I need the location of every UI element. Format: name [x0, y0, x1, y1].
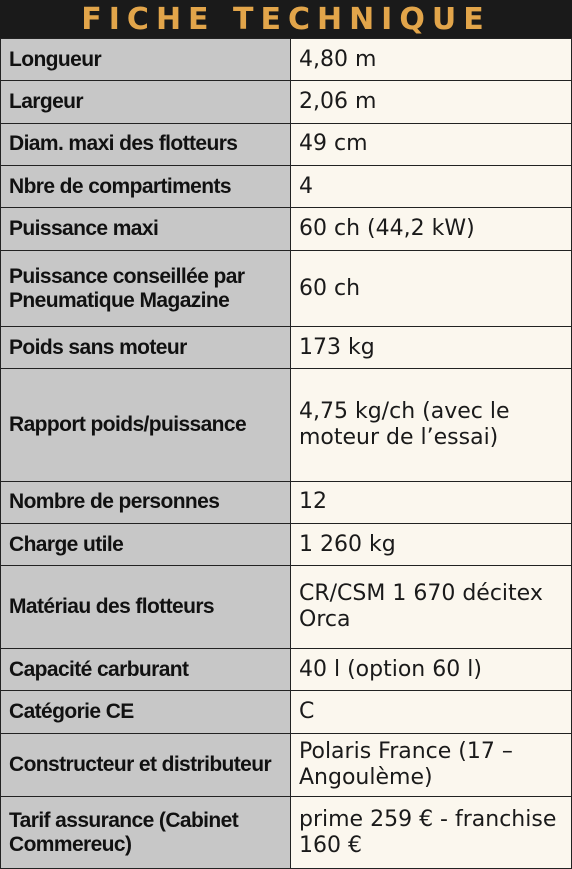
row-label: Charge utile	[1, 523, 291, 565]
table-row	[1, 39, 572, 81]
table-row	[1, 81, 572, 123]
row-value-text: 49 cm	[299, 131, 368, 157]
table-row	[1, 368, 572, 481]
page-title: FICHE TECHNIQUE	[81, 1, 491, 37]
row-value-text: 12	[299, 489, 327, 515]
row-label: Tarif assurance (Cabinet Commereuc)	[1, 797, 291, 869]
row-label: Capacité carburant	[1, 649, 291, 691]
table-row	[1, 649, 572, 691]
row-label: Rapport poids/puissance	[1, 368, 291, 481]
row-value-text: prime 259 € - franchise 160 €	[299, 806, 557, 858]
table-row	[1, 733, 572, 797]
row-value-text: 60 ch (44,2 kW)	[299, 216, 475, 242]
row-label: Puissance conseillée par Pneumatique Magazine	[1, 250, 291, 327]
row-value-text: 4,80 m	[299, 46, 377, 72]
row-value	[291, 691, 572, 733]
table-row	[1, 327, 572, 368]
table-row	[1, 523, 572, 565]
row-label: Catégorie CE	[1, 691, 291, 733]
title-bar	[0, 0, 572, 38]
table-row	[1, 166, 572, 208]
table-row	[1, 797, 572, 869]
row-value-text: 60 ch	[299, 275, 361, 301]
row-value-text: CR/CSM 1 670 décitex Orca	[299, 581, 543, 633]
row-label: Longueur	[1, 39, 291, 81]
table-row	[1, 208, 572, 250]
row-value-text: 40 l (option 60 l)	[299, 656, 482, 682]
row-value	[291, 208, 572, 250]
row-value	[291, 166, 572, 208]
row-value-text: 4,75 kg/ch (avec le moteur de l’essai)	[299, 398, 510, 450]
row-value	[291, 123, 572, 165]
table-row	[1, 123, 572, 165]
table-row	[1, 481, 572, 523]
row-value-text: C	[299, 699, 315, 725]
row-value	[291, 250, 572, 327]
row-value	[291, 566, 572, 649]
row-label: Largeur	[1, 81, 291, 123]
row-label: Poids sans moteur	[1, 327, 291, 368]
row-label: Matériau des flotteurs	[1, 566, 291, 649]
row-value	[291, 523, 572, 565]
row-value-text: 4	[299, 173, 313, 199]
row-label: Nombre de personnes	[1, 481, 291, 523]
row-label: Puissance maxi	[1, 208, 291, 250]
row-value	[291, 649, 572, 691]
row-value-text: 2,06 m	[299, 89, 377, 115]
row-value	[291, 733, 572, 797]
row-value	[291, 327, 572, 368]
row-value	[291, 797, 572, 869]
row-value	[291, 39, 572, 81]
row-label: Diam. maxi des flotteurs	[1, 123, 291, 165]
row-value-text: 173 kg	[299, 334, 375, 360]
row-value-text: Polaris France (17 – Angoulème)	[299, 738, 513, 790]
row-value-text: 1 260 kg	[299, 531, 396, 557]
row-value	[291, 368, 572, 481]
table-row	[1, 566, 572, 649]
row-label: Constructeur et distributeur	[1, 733, 291, 797]
row-value	[291, 481, 572, 523]
row-label: Nbre de compartiments	[1, 166, 291, 208]
table-row	[1, 691, 572, 733]
table-row	[1, 250, 572, 327]
spec-table	[0, 38, 572, 869]
row-value	[291, 81, 572, 123]
